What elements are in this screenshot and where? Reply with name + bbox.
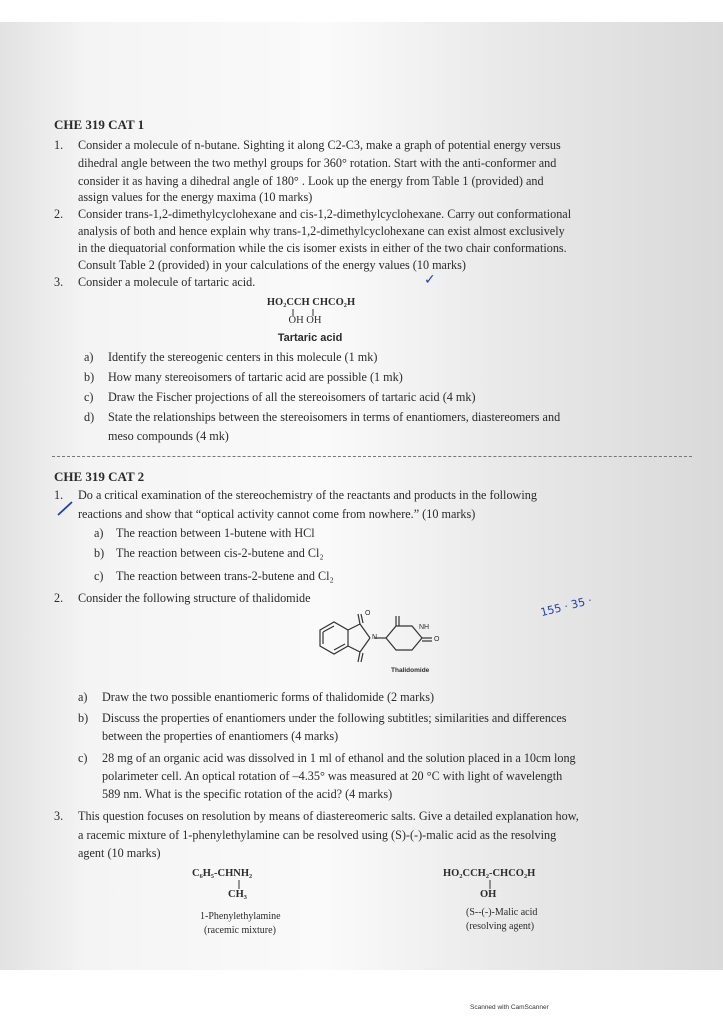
thalidomide-nh-label: NH <box>419 624 430 631</box>
cat1-q2-line3: in the diequatorial conformation while the cis isomer exists in either of the two chair conformations. <box>78 241 567 255</box>
cat1-q1-line4: assign values for the energy maxima (10 marks) <box>78 190 313 204</box>
cat1-q3-text: Consider a molecule of tartaric acid. <box>78 275 256 289</box>
cat2-q1b-label: b) <box>94 546 105 560</box>
cat2-q2a-text: Draw the two possible enantiomeric forms of thalidomide (2 marks) <box>102 690 435 704</box>
cat2-q2c-label: c) <box>78 751 88 765</box>
malic-acid-name: (S--(-)-Malic acid <box>466 907 538 918</box>
cat1-q1-line2: dihedral angle between the two methyl groups for 360° rotation. Start with the anti-conformer and <box>78 156 557 170</box>
handwritten-margin-note: 155 · 35 · <box>539 593 594 620</box>
cat2-q3-line2: a racemic mixture of 1-phenylethylamine can be resolved using (S)-(-)-malic acid as the resolving <box>78 828 557 842</box>
section-divider <box>52 456 692 457</box>
amine-formula-top: C₆H₅-CHNH₂ <box>192 868 253 879</box>
thalidomide-name: Thalidomide <box>391 667 430 674</box>
cat2-q2c-line3: 589 nm. What is the specific rotation of the acid? (4 marks) <box>102 787 393 801</box>
cat1-q3b-text: How many stereoisomers of tartaric acid are possible (1 mk) <box>108 370 403 384</box>
cat2-q2b-label: b) <box>78 711 89 725</box>
cat2-q3-line3: agent (10 marks) <box>78 846 161 860</box>
cat1-q3b-label: b) <box>84 370 95 384</box>
cat1-q3d-label: d) <box>84 410 95 424</box>
cat2-q2c-line2: polarimeter cell. An optical rotation of –4.35° was measured at 20 °C with light of wavelength <box>102 769 563 783</box>
cat1-q2-line1: Consider trans-1,2-dimethylcyclohexane and cis-1,2-dimethylcyclohexane. Carry out conformational <box>78 207 572 221</box>
cat2-q3-number: 3. <box>54 809 64 823</box>
scanner-watermark: Scanned with CamScanner <box>470 1004 549 1011</box>
cat2-q3-line1: This question focuses on resolution by means of diastereomeric salts. Give a detailed explanation how, <box>78 809 579 823</box>
cat2-q2-text: Consider the following structure of thalidomide <box>78 591 311 605</box>
cat1-q2-line4: Consult Table 2 (provided) in your calculations of the energy values (10 marks) <box>78 258 466 272</box>
cat2-q1c-text: The reaction between trans-2-butene and Cl₂ <box>116 569 334 583</box>
tartaric-acid-formula-bottom: OH OH <box>288 315 322 326</box>
cat1-q1-number: 1. <box>54 138 64 152</box>
tartaric-acid-name: Tartaric acid <box>277 332 343 344</box>
cat1-q2-line2: analysis of both and hence explain why trans-1,2-dimethylcyclohexane can exist almost exclusively <box>78 224 565 238</box>
cat2-heading: CHE 319 CAT 2 <box>54 469 145 484</box>
cat1-q3c-text: Draw the Fischer projections of all the stereoisomers of tartaric acid (4 mk) <box>108 390 476 404</box>
malic-acid-note: (resolving agent) <box>466 921 535 932</box>
amine-name: 1-Phenylethylamine <box>200 911 281 922</box>
thalidomide-n-label: N <box>372 634 378 641</box>
cat2-q1-line2: reactions and show that “optical activity cannot come from nowhere.” (10 marks) <box>78 507 476 521</box>
cat1-q3-number: 3. <box>54 275 64 289</box>
thalidomide-o-label-right: O <box>434 636 440 643</box>
cat2-q1c-label: c) <box>94 569 104 583</box>
cat1-q1-line3: consider it as having a dihedral angle of 180° . Look up the energy from Table 1 (provided) and <box>78 174 544 188</box>
cat2-q2c-line1: 28 mg of an organic acid was dissolved in 1 ml of ethanol and the solution placed in a 10cm long <box>102 751 576 765</box>
amine-note: (racemic mixture) <box>204 925 276 936</box>
cat1-q3c-label: c) <box>84 390 94 404</box>
malic-acid-formula-bottom: OH <box>480 889 497 900</box>
cat2-q1a-text: The reaction between 1-butene with HCl <box>116 526 315 540</box>
cat1-q2-number: 2. <box>54 207 64 221</box>
thalidomide-structure <box>300 608 470 678</box>
cat1-q3d-continuation: meso compounds (4 mk) <box>108 429 229 443</box>
cat1-q1-line1: Consider a molecule of n-butane. Sighting it along C2-C3, make a graph of potential energy versus <box>78 138 561 152</box>
cat1-q3a-label: a) <box>84 350 94 364</box>
thalidomide-o-label-top: O <box>365 610 371 617</box>
cat2-q2b-line2: between the properties of enantiomers (4 marks) <box>102 729 339 743</box>
pen-tick-icon <box>56 499 76 517</box>
tick-mark-icon: ✓ <box>424 272 436 288</box>
malic-acid-formula-top: HO₂CCH₂-CHCO₂H <box>443 868 536 879</box>
cat2-q1a-label: a) <box>94 526 104 540</box>
amine-formula-bottom: CH₃ <box>228 889 247 900</box>
cat2-q2-number: 2. <box>54 591 64 605</box>
tartaric-acid-formula-top: HO₂CCH CHCO₂H <box>266 297 356 308</box>
cat1-heading: CHE 319 CAT 1 <box>54 117 145 132</box>
cat2-q1-line1: Do a critical examination of the stereochemistry of the reactants and products in the following <box>78 488 537 502</box>
cat2-q1-number: 1. <box>54 488 64 502</box>
cat2-q2a-label: a) <box>78 690 88 704</box>
cat1-q3d-text: State the relationships between the stereoisomers in terms of enantiomers, diastereomers and <box>108 410 561 424</box>
cat1-q3a-text: Identify the stereogenic centers in this molecule (1 mk) <box>108 350 378 364</box>
cat2-q1b-text: The reaction between cis-2-butene and Cl₂ <box>116 546 324 560</box>
cat2-q2b-line1: Discuss the properties of enantiomers under the following subtitles; similarities and differences <box>102 711 567 725</box>
